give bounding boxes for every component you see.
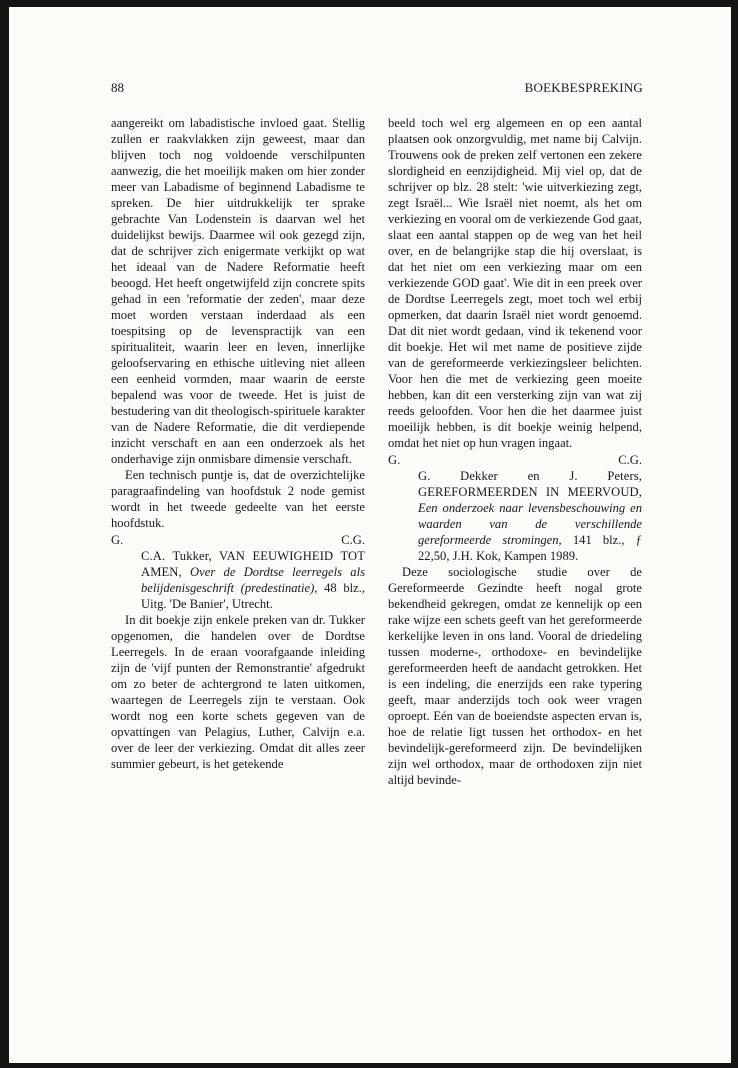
review-heading-dekker-title: G. Dekker en J. Peters, GEREFORMEERDEN IN MEERVOUD, bbox=[418, 469, 642, 499]
review-heading-tukker-subtitle: Over de Dordtse leerregels als belijdenisgeschrift (predestinatie), bbox=[141, 565, 365, 595]
review-heading-dekker-details: 141 blz., ƒ 22,50, J.H. Kok, Kampen 1989. bbox=[418, 533, 642, 563]
left-paragraph-2: Een technisch puntje is, dat de overzichtelijke paragraafindeling van hoofdstuk 2 node gemist wordt in het tweede gedeelte van het eerste hoofdstuk. bbox=[111, 468, 365, 530]
signature-2-reviewer: C.G. bbox=[618, 453, 642, 467]
review-heading-tukker-details: 48 blz., Uitg. 'De Banier', Utrecht. bbox=[141, 581, 365, 611]
review-heading-dekker-subtitle: Een onderzoek naar levensbeschouwing en waarden van de verschillende gereformeerde stromingen, bbox=[418, 501, 642, 547]
signature-2 bbox=[388, 452, 642, 468]
page-number: 88 bbox=[111, 80, 124, 95]
review-heading-tukker-title: C.A. Tukker, VAN EEUWIGHEID TOT AMEN, bbox=[141, 549, 365, 579]
review-heading-tukker bbox=[111, 548, 365, 612]
signature-1-initial: G. bbox=[111, 533, 124, 547]
right-paragraph-2: Deze sociologische studie over de Gereformeerde Gezindte heeft nogal grote bekendheid gekregen, omdat ze kennelijk op een rake wijze een schets geeft van het gereformeerde kerkelijke leven in ons land. Vooral de driedeling tussen moderne-, orthodoxe- en bevindelijke gereformeerden heeft de aandacht getrokken. Het is een indeling, die enerzijds een rake typering geeft, maar anderzijds toch ook weer vragen oproept. Eén van de boeiendste aspecten ervan is, hoe de relatie ligt tussen het orthodox- en het bevindelijk-gereformeerd zijn. De bevindelijken zijn wel orthodox, maar de orthodoxen zijn niet altijd bevinde- bbox=[388, 565, 642, 787]
left-paragraph-3: In dit boekje zijn enkele preken van dr. Tukker opgenomen, die handelen over de Dordtse Leerregels. In de eraan voorafgaande inleiding zijn de 'vijf punten der Remonstrantie' afgedrukt om zo beter de achtergrond te laten uitkomen, waartegen de Leerregels zijn te verstaan. Ook wordt nog een korte schets gegeven van de opvattingen van Pelagius, Luther, Calvijn e.a. over de leer der verkiezing. Omdat dit alles zeer summier gebeurt, is het getekende bbox=[111, 613, 365, 771]
left-paragraph-1: aangereikt om labadistische invloed gaat. Stellig zullen er raakvlakken zijn geweest, maar dan blijven toch nog voldoende verschilpunten aanwezig, die het moeilijk maken om hier zonder meer van Labadisme of beginnend Labadisme te spreken. De hier uitdrukkelijk ter sprake gebrachte Van Lodenstein is daarvan wel het duidelijkst bewijs. Daarmee wil ook gezegd zijn, dat de schrijver zich enigermate verkijkt op wat het ideaal van de Nadere Reformatie heeft beoogd. Het heeft ongetwijfeld zijn concrete spits gehad in een 'reformatie der zeden', maar deze moet worden verstaan inderdaad als een toespitsing op de levenspractijk van een spiritualiteit, waarin leer en leven, innerlijke geloofservaring en ethische uitleving niet alleen een eenheid vormden, maar waarin de eerste bepalend was voor de tweede. Het is juist de bestudering van dit theologisch-spirituele karakter van de Nadere Reformatie, die dit verdiepende inzicht verschaft en aan een onderzoek als het onderhavige zijn onmisbare dimensie verschaft. bbox=[111, 116, 365, 466]
right-paragraph-1: beeld toch wel erg algemeen en op een aantal plaatsen ook onzorgvuldig, met name bij Calvijn. Trouwens ook de preken zelf vertonen een zekere slordigheid en eenzijdigheid. Mij viel op, dat de schrijver op blz. 28 stelt: 'wie uitverkiezing zegt, zegt Israël... Wie Israël niet noemt, als het om verkiezing en vooral om de verkiezende God gaat, slaat een aantal stappen op de weg van het heil over, en de belangrijke stap die hij overslaat, is dat het niet om een verkiezing maar om een verkiezende GOD gaat'. Wie dit in een preek over de Dordtse Leerregels zegt, moet toch wel erbij opmerken, dat daarin Israël niet wordt genoemd. Dat dit niet wordt gedaan, vind ik tekenend voor dit boekje. Het wil met name de positieve zijde van de gereformeerde verkiezingsleer belichten. Voor hen die met de verkiezing geen moeite hebben, kan dit een versterking zijn van wat zij reeds geloofden. Voor hen die het daarmee juist moeilijk hebben, is dit boekje weinig helpend, omdat het niet op hun vragen ingaat. bbox=[388, 116, 642, 450]
page-sheet bbox=[9, 7, 731, 1063]
right-column bbox=[388, 115, 642, 788]
signature-1 bbox=[111, 532, 365, 548]
left-column bbox=[111, 115, 365, 772]
signature-1-reviewer: C.G. bbox=[341, 533, 365, 547]
signature-2-initial: G. bbox=[388, 453, 401, 467]
review-heading-dekker bbox=[388, 468, 642, 564]
running-head: BOEKBESPREKING bbox=[524, 80, 643, 95]
